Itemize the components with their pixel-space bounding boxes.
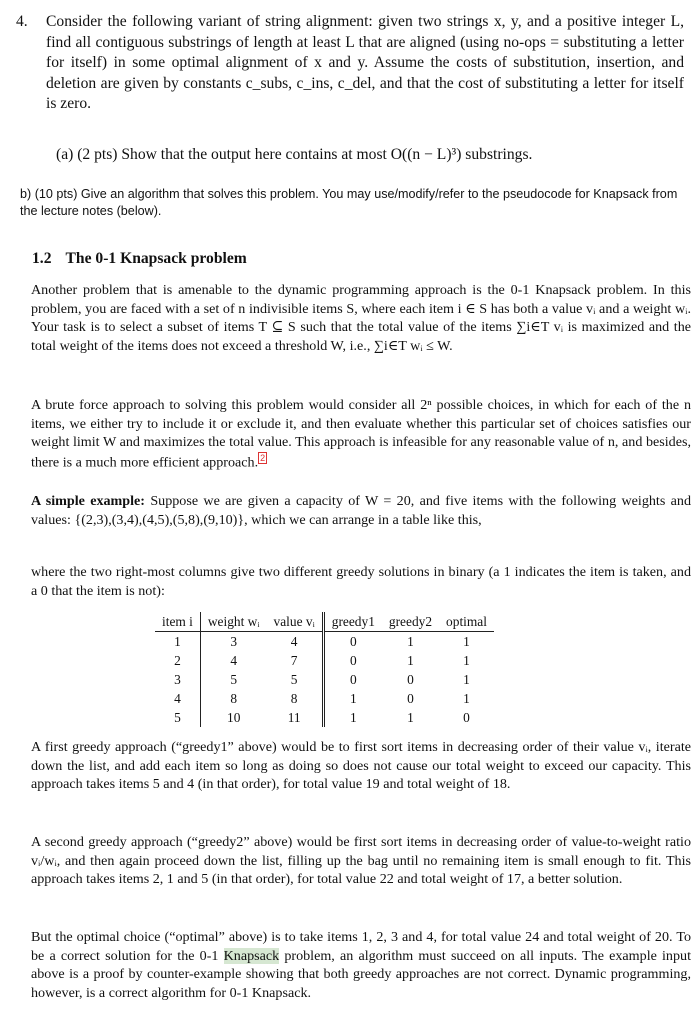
cell: 1 (463, 672, 470, 687)
question-4-text: Consider the following variant of string alignment: given two strings x, y, and a positive integer L, find all contiguous substrings of length at least L that are aligned (using no-ops = substituting a letter for itself) in some optimal alignment of x and y. Assume the costs of substitution, insertion, and deletion are given by constants c_subs, c_ins, c_del, and that the cost of substituting a letter for itself is zero. (46, 13, 684, 112)
cell: 3 (174, 672, 181, 687)
paragraph-optimal-text-1: But the optimal choice (“optimal” above) is to take items 1, 2, 3 and 4, for total value 24 and total weight of 20. To be a correct solution for the 0-1 (31, 929, 691, 964)
cell: 1 (407, 653, 414, 668)
header-value: value vᵢ (267, 612, 324, 632)
cell: 5 (290, 672, 298, 687)
footnote-link[interactable]: 2 (260, 452, 266, 463)
cell: 1 (463, 653, 470, 668)
cell: 0 (323, 632, 382, 652)
paragraph-brute-force-text: A brute force approach to solving this problem would consider all 2ⁿ possible choices, in which for each of the n items, we either try to include it or exclude it, and then evaluate whether this particular set of choices satisfies our weight limit W and maximizes the total value. This approach is infeasible for any reasonable value of n, and besides, there is a much more efficient approach. (31, 397, 691, 471)
cell: 8 (200, 689, 266, 708)
table-row (155, 708, 494, 727)
header-greedy2: greedy2 (382, 612, 439, 632)
cell: 1 (407, 634, 414, 649)
paragraph-greedy1: A first greedy approach (“greedy1” above) would be to first sort items in decreasing order of their value vᵢ, iterate down the list, and add each item so long as doing so does not cause our total weight to exceed our capacity. This approach takes items 5 and 4 (in that order), for total value 19 and total weight of 18. (31, 739, 691, 793)
header-weight: weight wᵢ (200, 612, 266, 632)
header-item: item i (155, 612, 200, 632)
cell: 1 (407, 710, 414, 725)
table-row (155, 651, 494, 670)
cell: 10 (200, 708, 266, 727)
paragraph-greedy2: A second greedy approach (“greedy2” above) would be first sort items in decreasing order of value-to-weight ratio vᵢ/wᵢ, and then again proceed down the list, filling up the bag until no remaining item is small enough to fit. This approach takes items 2, 1 and 5 (in that order), for total value 22 and total weight of 17, a better solution. (31, 834, 691, 888)
cell: 11 (287, 710, 301, 725)
example-label: A simple example: (31, 493, 145, 509)
question-4b: b) (10 pts) Give an algorithm that solves this problem. You may use/modify/refer to the pseudocode for Knapsack from the lecture notes (below). (20, 187, 678, 218)
cell: 4 (174, 691, 181, 706)
table-row (155, 632, 494, 652)
cell: 8 (290, 691, 298, 706)
table-row (155, 670, 494, 689)
question-4a: (a) (2 pts) Show that the output here contains at most O((n − L)³) substrings. (56, 146, 533, 163)
cell: 0 (463, 710, 470, 725)
cell: 1 (463, 634, 470, 649)
cell: 0 (323, 651, 382, 670)
cell: 5 (174, 710, 181, 725)
paragraph-intro: Another problem that is amenable to the dynamic programming approach is the 0-1 Knapsack problem. In this problem, you are faced with a set of n indivisible items S, where each item i ∈ S has both a value vᵢ and a weight wᵢ. Your task is to select a subset of items T ⊆ S such that the total value of the items ∑i∈T vᵢ is maximized and the total weight of the items does not exceed a threshold W, i.e., ∑i∈T wᵢ ≤ W. (31, 282, 691, 354)
cell: 2 (174, 653, 181, 668)
knapsack-table (155, 612, 494, 727)
cell: 4 (200, 651, 266, 670)
cell: 7 (290, 653, 298, 668)
question-4 (16, 12, 684, 115)
highlighted-word[interactable]: Knapsack (223, 947, 280, 964)
cell: 5 (200, 670, 266, 689)
section-title: The 0-1 Knapsack problem (65, 250, 247, 267)
header-optimal: optimal (439, 612, 494, 632)
cell: 1 (323, 708, 382, 727)
section-number: 1.2 (32, 250, 52, 267)
paragraph-optimal (31, 928, 691, 1002)
cell: 4 (290, 634, 298, 649)
paragraph-brute-force (31, 396, 691, 472)
example-text: Suppose we are given a capacity of W = 20, and five items with the following weights and values: {(2,3),(3,4),(4,5),(5,8),(9,10)}, which we can arrange in a table like this, (31, 493, 691, 528)
question-number: 4. (16, 13, 28, 30)
cell: 1 (463, 691, 470, 706)
cell: 0 (323, 670, 382, 689)
cell: 0 (407, 691, 414, 706)
cell: 1 (174, 634, 181, 649)
cell: 1 (323, 689, 382, 708)
header-greedy1: greedy1 (323, 612, 382, 632)
cell: 3 (200, 632, 266, 652)
table-header-row (155, 612, 494, 632)
paragraph-table-intro: where the two right-most columns give two different greedy solutions in binary (a 1 indicates the item is taken, and a 0 that the item is not): (31, 564, 691, 599)
section-heading (32, 250, 247, 268)
cell: 0 (407, 672, 414, 687)
paragraph-optimal-text-2: problem, an algorithm must succeed on all inputs. The example input above is a proof by counter-example showing that both greedy approaches are not correct. Dynamic programming, however, is a correct algorithm for 0-1 Knapsack. (31, 947, 691, 1001)
paragraph-example (31, 492, 691, 529)
table-row (155, 689, 494, 708)
